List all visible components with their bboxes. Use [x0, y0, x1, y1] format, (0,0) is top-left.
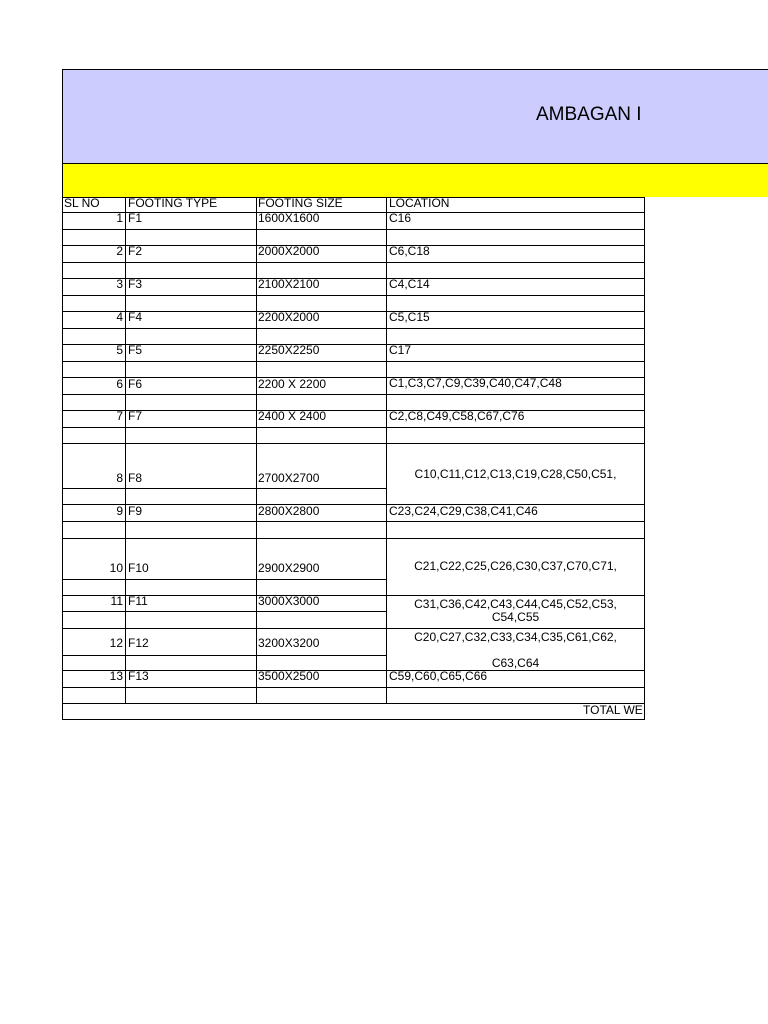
header-location: LOCATION	[389, 197, 450, 210]
row-type: F8	[128, 472, 143, 485]
grid-line	[62, 443, 645, 444]
row-sl: 3	[116, 278, 123, 291]
row-type: F13	[128, 670, 149, 683]
row-type: F10	[128, 562, 149, 575]
grid-line	[62, 538, 645, 539]
row-type: F12	[128, 637, 149, 650]
row-size: 2100X2100	[258, 278, 320, 291]
grid-line	[62, 69, 645, 70]
row-size: 3000X3000	[258, 595, 320, 608]
row-size: 2250X2250	[258, 344, 320, 357]
total-label: TOTAL WE	[583, 704, 643, 717]
row-sl: 7	[116, 410, 123, 423]
row-location: C5,C15	[389, 311, 430, 324]
row-size: 2700X2700	[258, 472, 320, 485]
grid-line	[62, 295, 645, 296]
header-sl-no: SL NO	[64, 197, 100, 210]
row-size: 2800X2800	[258, 505, 320, 518]
grid-line	[644, 197, 645, 720]
row-type: F7	[128, 410, 143, 423]
row-sl: 9	[116, 505, 123, 518]
row-location-continued: C63,C64	[491, 657, 540, 670]
row-location: C1,C3,C7,C9,C39,C40,C47,C48	[389, 377, 562, 390]
row-type: F4	[128, 311, 143, 324]
grid-line	[62, 229, 645, 230]
grid-line	[62, 394, 645, 395]
row-type: F9	[128, 505, 143, 518]
row-size: 2200 X 2200	[258, 378, 327, 391]
grid-line	[62, 427, 645, 428]
grid-line	[62, 719, 645, 720]
row-type: F1	[128, 212, 143, 225]
row-type: F2	[128, 245, 143, 258]
row-type: F5	[128, 344, 143, 357]
row-size: 1600X1600	[258, 212, 320, 225]
row-location: C17	[389, 344, 412, 357]
row-sl: 10	[109, 562, 123, 575]
row-size: 3200X3200	[258, 637, 320, 650]
grid-line	[62, 687, 645, 688]
grid-line	[62, 655, 387, 656]
row-location: C2,C8,C49,C58,C67,C76	[389, 410, 525, 423]
grid-line	[62, 703, 645, 704]
row-location: C31,C36,C42,C43,C44,C45,C52,C53,	[414, 598, 617, 611]
sheet-title: AMBAGAN I	[536, 104, 642, 125]
row-location: C16	[389, 212, 412, 225]
header-footing-size: FOOTING SIZE	[258, 197, 343, 210]
grid-line	[62, 262, 645, 263]
row-sl: 8	[116, 472, 123, 485]
grid-line	[62, 611, 387, 612]
row-type: F3	[128, 278, 143, 291]
row-sl: 1	[116, 212, 123, 225]
row-sl: 13	[109, 670, 123, 683]
grid-line	[62, 361, 645, 362]
row-sl: 4	[116, 311, 123, 324]
row-location: C59,C60,C65,C66	[389, 670, 488, 683]
row-type: F11	[128, 595, 148, 608]
row-size: 2200X2000	[258, 311, 320, 324]
header-footing-type: FOOTING TYPE	[128, 197, 218, 210]
grid-line	[62, 579, 387, 580]
row-size: 2400 X 2400	[258, 410, 327, 423]
row-size: 3500X2500	[258, 670, 320, 683]
row-sl: 5	[116, 344, 123, 357]
row-location-continued: C54,C55	[491, 611, 540, 624]
row-sl: 12	[109, 637, 123, 650]
grid-line	[62, 521, 645, 522]
row-location: C21,C22,C25,C26,C30,C37,C70,C71,	[414, 560, 617, 573]
row-location: C23,C24,C29,C38,C41,C46	[389, 505, 538, 518]
row-size: 2900X2900	[258, 562, 320, 575]
grid-line	[62, 628, 645, 629]
row-location: C20,C27,C32,C33,C34,C35,C61,C62,	[414, 631, 617, 644]
row-location: C6,C18	[389, 245, 430, 258]
grid-line	[62, 328, 645, 329]
grid-line	[62, 488, 387, 489]
row-location: C4,C14	[389, 278, 430, 291]
row-size: 2000X2000	[258, 245, 320, 258]
row-location: C10,C11,C12,C13,C19,C28,C50,C51,	[414, 468, 617, 481]
row-sl: 2	[116, 245, 123, 258]
row-sl: 11	[110, 595, 123, 608]
grid-line	[62, 163, 768, 164]
row-sl: 6	[116, 378, 123, 391]
row-type: F6	[128, 378, 143, 391]
